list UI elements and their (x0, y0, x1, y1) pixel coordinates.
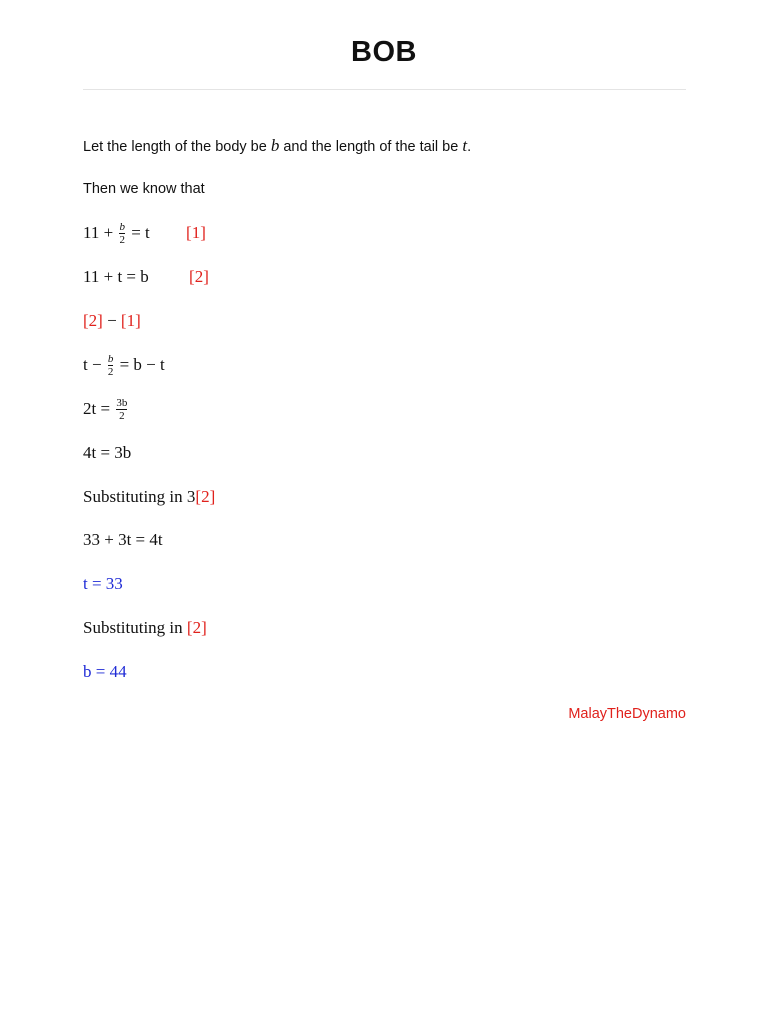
eq1-frac-num: b (119, 221, 125, 233)
subst2-ref: [2] (186, 618, 207, 637)
substitution-step-2 (83, 618, 207, 638)
eq1-fraction (119, 222, 125, 246)
equation-3 (83, 354, 165, 378)
equation-2-tag: [2] (189, 267, 209, 286)
eq3-frac-den: 2 (107, 366, 114, 378)
eq4-lhs: 2t = (83, 398, 115, 418)
intro-text-2: and the length of the tail be (279, 139, 463, 155)
eq3-frac-num: b (107, 353, 114, 365)
page-title: BOB (351, 36, 417, 68)
eq3-lhs: t − (83, 354, 106, 374)
eq3-rhs: = b − t (115, 354, 165, 374)
eq4-frac-num: 3b (116, 397, 128, 409)
intro-sentence (83, 136, 471, 156)
eq2-expr: 11 + t = b (83, 267, 149, 286)
eq1-rhs: = t (126, 222, 150, 242)
eq1-lhs: 11 + (83, 222, 118, 242)
equation-1 (83, 222, 206, 246)
equation-2 (83, 267, 209, 287)
subst1-ref: [2] (195, 487, 216, 506)
eq3-fraction (108, 354, 114, 378)
difference-step (83, 311, 141, 331)
substitution-step-1 (83, 487, 215, 507)
result-b: b = 44 (83, 662, 127, 681)
diff-ref-2: [2] (83, 311, 103, 330)
title-divider (83, 89, 686, 90)
author-signature: MalayTheDynamo (568, 706, 686, 722)
variable-t: t (462, 136, 468, 155)
variable-b: b (270, 136, 280, 155)
equation-6: 33 + 3t = 4t (83, 530, 163, 549)
subst2-text: Substituting in (83, 618, 187, 637)
result-t: t = 33 (83, 574, 123, 593)
eq1-frac-den: 2 (119, 234, 125, 246)
eq4-frac-den: 2 (116, 409, 127, 422)
eq4-fraction (116, 398, 127, 422)
equation-1-tag: [1] (186, 222, 206, 242)
diff-minus: − (102, 311, 121, 330)
equation-4 (83, 398, 129, 422)
diff-ref-1: [1] (120, 311, 141, 330)
then-statement: Then we know that (83, 181, 205, 197)
intro-text-3: . (467, 139, 472, 155)
intro-text-1: Let the length of the body be (83, 139, 271, 155)
equation-5: 4t = 3b (83, 443, 132, 462)
subst1-text: Substituting in 3 (83, 487, 196, 506)
